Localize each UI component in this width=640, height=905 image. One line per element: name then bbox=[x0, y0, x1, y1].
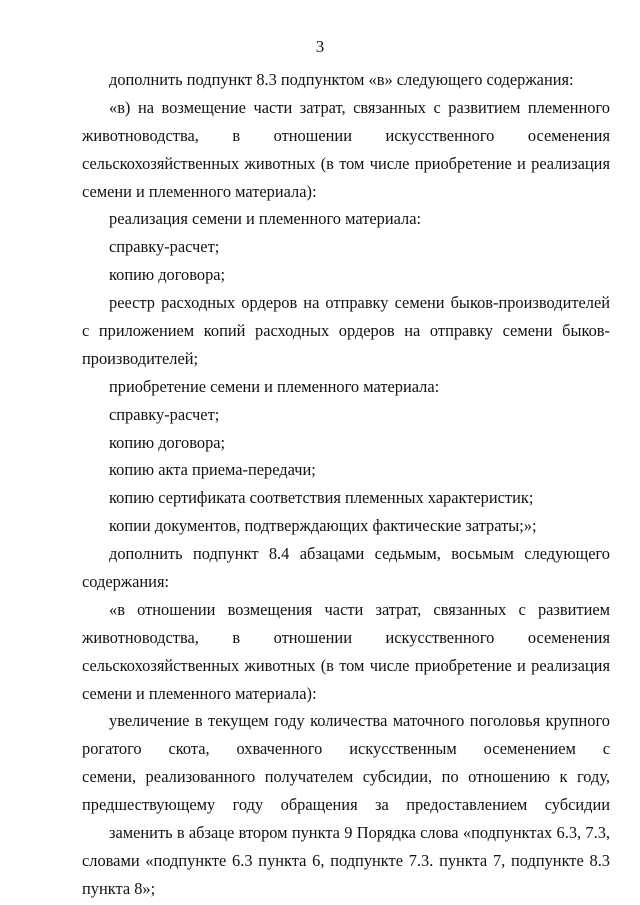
text-line: содержания: bbox=[82, 572, 170, 592]
text-line: копию договора; bbox=[109, 265, 226, 285]
text-line: сельскохозяйственных животных (в том числе приобретение и реализация bbox=[82, 153, 610, 173]
text-line: животноводства, в отношении искусственного осеменения bbox=[82, 627, 610, 647]
text-line: заменить в абзаце втором пункта 9 Порядка слова «подпунктах 6.3, 7.3, bbox=[109, 823, 610, 843]
text-line: копию сертификата соответствия племенных характеристик; bbox=[109, 488, 534, 508]
text-line: справку-расчет; bbox=[109, 237, 220, 257]
text-line: копии документов, подтверждающих фактические затраты;»; bbox=[109, 516, 537, 536]
text-line: дополнить подпункт 8.4 абзацами седьмым, восьмым следующего bbox=[109, 544, 610, 564]
text-line: семени и племенного материала): bbox=[82, 683, 317, 703]
text-line: рогатого скота, охваченного искусственным осеменением с bbox=[82, 739, 610, 759]
text-line: реестр расходных ордеров на отправку семени быков-производителей bbox=[109, 293, 610, 313]
text-line: реализация семени и племенного материала: bbox=[109, 209, 422, 229]
text-line: «в отношении возмещения части затрат, связанных с развитием bbox=[109, 599, 610, 619]
text-line: словами «подпункте 6.3 пункта 6, подпункте 7.3. пункта 7, подпункте 8.3 bbox=[82, 850, 610, 870]
text-line: животноводства, в отношении искусственного осеменения bbox=[82, 125, 610, 145]
text-line: копию акта приема-передачи; bbox=[109, 460, 316, 480]
text-line: копию договора; bbox=[109, 432, 226, 452]
text-line: с приложением копий расходных ордеров на отправку семени быков- bbox=[82, 321, 610, 341]
text-line: семени, реализованного получателем субсидии, по отношению к году, bbox=[82, 767, 610, 787]
text-line: справку-расчет; bbox=[109, 404, 220, 424]
text-line: дополнить подпункт 8.3 подпунктом «в» следующего содержания: bbox=[109, 70, 574, 89]
text-line: сельскохозяйственных животных (в том числе приобретение и реализация bbox=[82, 655, 610, 675]
text-line: «в) на возмещение части затрат, связанных с развитием племенного bbox=[109, 97, 610, 117]
text-line: семени и племенного материала): bbox=[82, 181, 317, 201]
text-line: увеличение в текущем году количества маточного поголовья крупного bbox=[109, 711, 610, 731]
text-line: производителей; bbox=[82, 348, 199, 368]
text-line: предшествующему году обращения за предоставлением субсидии bbox=[82, 795, 610, 815]
document-body bbox=[82, 66, 610, 903]
text-line: приобретение семени и племенного материала: bbox=[109, 376, 440, 396]
text-line: пункта 8»; bbox=[82, 878, 156, 898]
page-number: 3 bbox=[315, 37, 325, 56]
